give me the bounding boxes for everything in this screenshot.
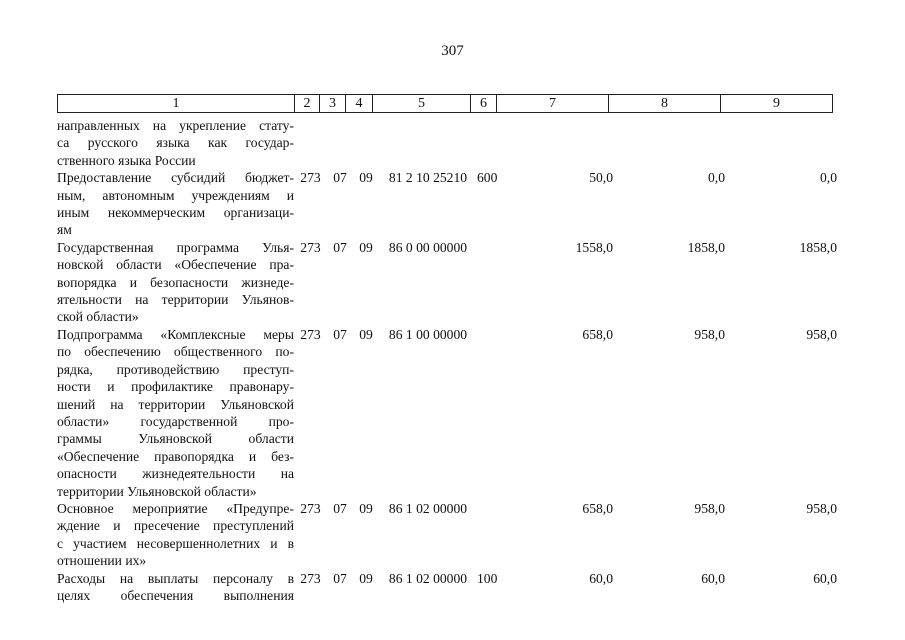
cell-amount-9: 0,0: [820, 170, 837, 186]
description-line: территории Ульяновской области»: [57, 483, 257, 499]
cell-amount-9: 60,0: [813, 570, 837, 586]
description-line: с участием несовершеннолетних и в: [57, 535, 294, 551]
column-header-row: [58, 95, 833, 113]
cell-subsection: 09: [359, 326, 373, 342]
cell-amount-8: 60,0: [701, 570, 725, 586]
table-row: [57, 326, 840, 500]
row-description: [57, 500, 294, 570]
column-header-6: 6: [471, 95, 497, 113]
cell-target-article: 86 1 02 00000: [388, 570, 468, 586]
row-description: [57, 570, 294, 605]
table-row: [57, 169, 840, 239]
column-header-table: [57, 94, 833, 113]
table-row: [57, 117, 840, 169]
cell-amount-7: 658,0: [582, 326, 613, 342]
column-header-3: 3: [320, 95, 346, 113]
cell-section: 07: [333, 239, 347, 255]
cell-expense-type: 100: [477, 570, 498, 586]
cell-section: 07: [333, 326, 347, 342]
description-line: Расходы на выплаты персоналу в: [57, 570, 294, 586]
description-line: иным некоммерческим организаци-: [57, 205, 294, 221]
cell-ministry: 273: [300, 170, 321, 186]
description-line: области» государственной про-: [57, 413, 294, 429]
page-number: 307: [441, 43, 464, 59]
description-line: «Обеспечение правопорядка и без-: [57, 448, 294, 464]
cell-ministry: 273: [300, 239, 321, 255]
description-line: ждение и пресечение преступлений: [57, 518, 294, 534]
description-line: ятельности на территории Ульянов-: [57, 292, 294, 308]
description-line: новской области «Обеспечение пра-: [57, 257, 294, 273]
cell-ministry: 273: [300, 570, 321, 586]
description-line: Государственная программа Улья-: [57, 239, 294, 255]
description-line: ным, автономным учреждениям и: [57, 187, 294, 203]
budget-rows: [57, 117, 840, 604]
description-line: направленных на укрепление стату-: [57, 118, 294, 133]
description-line: по обеспечению общественного по-: [57, 344, 294, 360]
cell-target-article: 86 0 00 00000: [388, 239, 468, 255]
description-line: Предоставление субсидий бюджет-: [57, 170, 294, 186]
column-header-8: 8: [609, 95, 721, 113]
row-description: [57, 117, 294, 169]
column-header-2: 2: [295, 95, 320, 113]
column-header-1: 1: [58, 95, 295, 113]
description-line: отношении их»: [57, 553, 147, 569]
cell-amount-9: 958,0: [806, 326, 837, 342]
column-header-7: 7: [497, 95, 609, 113]
cell-amount-7: 50,0: [589, 170, 613, 186]
description-line: ности и профилактике правонару-: [57, 379, 294, 395]
cell-subsection: 09: [359, 500, 373, 516]
cell-amount-8: 0,0: [708, 170, 725, 186]
column-header-5: 5: [373, 95, 471, 113]
description-line: ской области»: [57, 309, 139, 325]
cell-amount-8: 958,0: [694, 326, 725, 342]
cell-subsection: 09: [359, 170, 373, 186]
description-line: опасности жизнедеятельности на: [57, 466, 294, 482]
table-row: [57, 570, 840, 605]
description-line: вопорядка и безопасности жизнеде-: [57, 274, 294, 290]
cell-amount-8: 1858,0: [687, 239, 725, 255]
cell-amount-7: 60,0: [589, 570, 613, 586]
description-line: шений на территории Ульяновской: [57, 396, 294, 412]
cell-section: 07: [333, 570, 347, 586]
cell-amount-8: 958,0: [694, 500, 725, 516]
description-line: ственного языка России: [57, 152, 196, 168]
description-line: ям: [57, 222, 72, 238]
cell-ministry: 273: [300, 326, 321, 342]
cell-subsection: 09: [359, 239, 373, 255]
column-header-4: 4: [346, 95, 373, 113]
cell-target-article: 86 1 00 00000: [388, 326, 468, 342]
description-line: рядка, противодействию преступ-: [57, 361, 294, 377]
cell-section: 07: [333, 170, 347, 186]
row-description: [57, 239, 294, 326]
description-line: Подпрограмма «Комплексные меры: [57, 326, 294, 342]
row-description: [57, 326, 294, 500]
cell-section: 07: [333, 500, 347, 516]
cell-subsection: 09: [359, 570, 373, 586]
cell-expense-type: 600: [477, 170, 498, 186]
cell-amount-7: 1558,0: [575, 239, 613, 255]
cell-ministry: 273: [300, 500, 321, 516]
row-description: [57, 169, 294, 239]
cell-target-article: 81 2 10 25210: [388, 170, 468, 186]
table-row: [57, 239, 840, 326]
description-line: са русского языка как государ-: [57, 135, 294, 151]
description-line: целях обеспечения выполнения: [57, 587, 294, 603]
cell-amount-7: 658,0: [582, 500, 613, 516]
column-header-9: 9: [721, 95, 833, 113]
cell-amount-9: 958,0: [806, 500, 837, 516]
description-line: граммы Ульяновской области: [57, 431, 294, 447]
cell-amount-9: 1858,0: [799, 239, 837, 255]
table-row: [57, 500, 840, 570]
description-line: Основное мероприятие «Предупре-: [57, 500, 294, 516]
cell-target-article: 86 1 02 00000: [388, 500, 468, 516]
